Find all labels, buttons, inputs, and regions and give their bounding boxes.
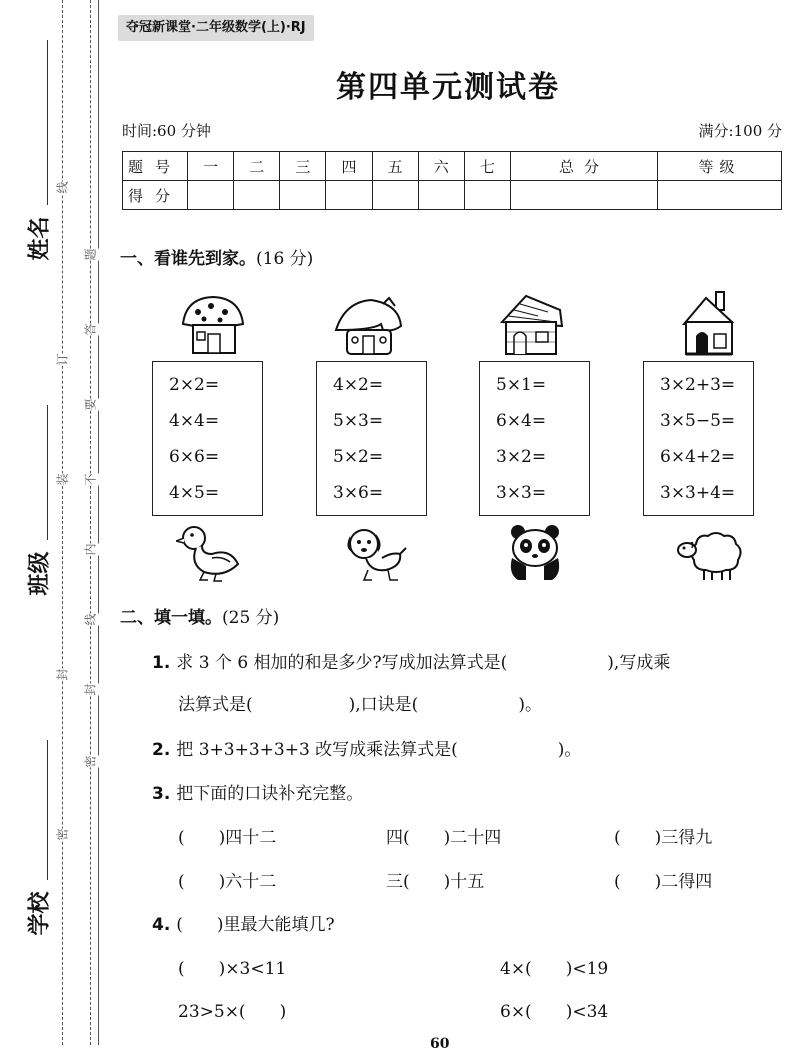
question-text: )。 — [518, 695, 542, 715]
seal-char: 线 — [53, 181, 72, 193]
equation: 3×2= — [496, 447, 547, 467]
score-header-row — [123, 152, 782, 181]
equation-card — [152, 361, 263, 516]
q4-item[interactable]: 4×( )<19 — [500, 959, 609, 979]
question-text: 求 3 个 6 相加的和是多少?写成加法算式是( — [176, 653, 508, 673]
cottage-icon — [333, 296, 405, 358]
column-label: 四 — [326, 152, 372, 181]
score-cell[interactable] — [326, 181, 372, 210]
section2-heading — [120, 603, 279, 628]
equation: 3×5−5= — [660, 411, 736, 431]
page-title: 第四单元测试卷 — [336, 70, 560, 105]
question-text: 把下面的口诀补充完整。 — [176, 784, 364, 804]
section1-heading — [120, 244, 313, 269]
question-number: 2. — [152, 740, 171, 760]
score-cell[interactable] — [418, 181, 464, 210]
cut-line-inner — [90, 0, 91, 1045]
section1-title: 一、看谁先到家。 — [120, 249, 256, 269]
seal-char: 题 — [81, 248, 100, 260]
column-label: 三 — [280, 152, 326, 181]
equation: 4×4= — [169, 411, 220, 431]
seal-char: 封 — [81, 683, 100, 695]
school-line — [47, 740, 48, 880]
q3-item[interactable]: 四( )二十四 — [386, 828, 502, 848]
equation: 2×2= — [169, 375, 220, 395]
brick-house-icon — [498, 292, 566, 358]
time-limit: 时间:60 分钟 — [122, 122, 211, 140]
column-label: 等级 — [657, 152, 781, 181]
seal-char: 封 — [53, 668, 72, 680]
score-cell[interactable] — [372, 181, 418, 210]
question-text: 法算式是( — [178, 695, 253, 715]
q3-item[interactable]: ( )四十二 — [178, 828, 277, 848]
seal-char: 装 — [53, 473, 72, 485]
question-3 — [152, 779, 363, 804]
q3-item[interactable]: ( )六十二 — [178, 872, 277, 892]
score-table — [122, 151, 782, 210]
section2-title: 二、填一填。 — [120, 608, 222, 628]
name-line — [47, 40, 48, 205]
question-1-line1 — [152, 648, 670, 673]
equation-card — [316, 361, 427, 516]
equation: 3×3= — [496, 483, 547, 503]
binding-border — [98, 0, 99, 1045]
equation: 3×2+3= — [660, 375, 736, 395]
score-cell[interactable] — [464, 181, 510, 210]
section1-points: (16 分) — [256, 249, 314, 269]
column-label: 二 — [234, 152, 280, 181]
question-4 — [152, 910, 335, 935]
sheep-icon — [676, 530, 744, 582]
score-cell[interactable] — [510, 181, 657, 210]
seal-char: 要 — [81, 398, 100, 410]
equation-card — [479, 361, 590, 516]
question-number: 4. — [152, 915, 171, 935]
score-value-row — [123, 181, 782, 210]
column-label: 一 — [188, 152, 234, 181]
name-label: 姓名 — [27, 216, 53, 261]
seal-char: 答 — [81, 323, 100, 335]
question-text: ( )里最大能填几? — [176, 915, 335, 935]
q3-item[interactable]: ( )二得四 — [614, 872, 713, 892]
question-number: 3. — [152, 784, 171, 804]
school-label: 学校 — [27, 891, 53, 936]
question-text: ),写成乘 — [607, 653, 671, 673]
column-label: 六 — [418, 152, 464, 181]
puppy-icon — [342, 526, 408, 582]
equation-card — [643, 361, 754, 516]
q4-item[interactable]: 23>5×( ) — [178, 1002, 287, 1022]
column-label: 五 — [372, 152, 418, 181]
equation: 4×5= — [169, 483, 220, 503]
mushroom-house-icon — [178, 294, 248, 358]
section2-points: (25 分) — [222, 608, 280, 628]
q4-item[interactable]: ( )×3<11 — [178, 959, 287, 979]
cut-line-outer — [62, 0, 63, 1045]
score-cell[interactable] — [188, 181, 234, 210]
equation: 5×3= — [333, 411, 384, 431]
score-cell[interactable] — [280, 181, 326, 210]
seal-char: 订 — [53, 353, 72, 365]
score-cell[interactable] — [657, 181, 781, 210]
equation: 5×1= — [496, 375, 547, 395]
equation: 4×2= — [333, 375, 384, 395]
seal-char: 密 — [53, 828, 72, 840]
equation: 6×6= — [169, 447, 220, 467]
equation: 6×4= — [496, 411, 547, 431]
series-tag: 夺冠新课堂·二年级数学(上)·RJ — [118, 15, 314, 41]
equation: 3×3+4= — [660, 483, 736, 503]
question-2 — [152, 735, 581, 760]
panda-icon — [504, 522, 566, 582]
score-cell[interactable] — [234, 181, 280, 210]
column-label: 七 — [464, 152, 510, 181]
question-1-line2 — [178, 690, 542, 715]
equation: 6×4+2= — [660, 447, 736, 467]
row-label: 得分 — [123, 181, 188, 210]
binding-margin — [0, 0, 110, 1045]
question-text: 把 3+3+3+3+3 改写成乘法算式是( — [176, 740, 458, 760]
q4-item[interactable]: 6×( )<34 — [500, 1002, 609, 1022]
seal-char: 内 — [81, 543, 100, 555]
row-label: 题号 — [123, 152, 188, 181]
question-text: )。 — [557, 740, 582, 760]
q3-item[interactable]: ( )三得九 — [614, 828, 713, 848]
seal-char: 不 — [81, 473, 100, 485]
question-number: 1. — [152, 653, 171, 673]
tower-house-icon — [680, 288, 740, 358]
q3-item[interactable]: 三( )十五 — [386, 872, 485, 892]
equation: 5×2= — [333, 447, 384, 467]
duck-icon — [176, 524, 242, 582]
class-line — [47, 405, 48, 540]
class-label: 班级 — [27, 551, 53, 596]
full-score: 满分:100 分 — [698, 122, 782, 140]
equation: 3×6= — [333, 483, 384, 503]
seal-char: 密 — [81, 755, 100, 767]
column-label: 总分 — [510, 152, 657, 181]
seal-char: 线 — [81, 613, 100, 625]
page-number: 60 — [430, 1036, 450, 1052]
question-text: ),口诀是( — [348, 695, 419, 715]
